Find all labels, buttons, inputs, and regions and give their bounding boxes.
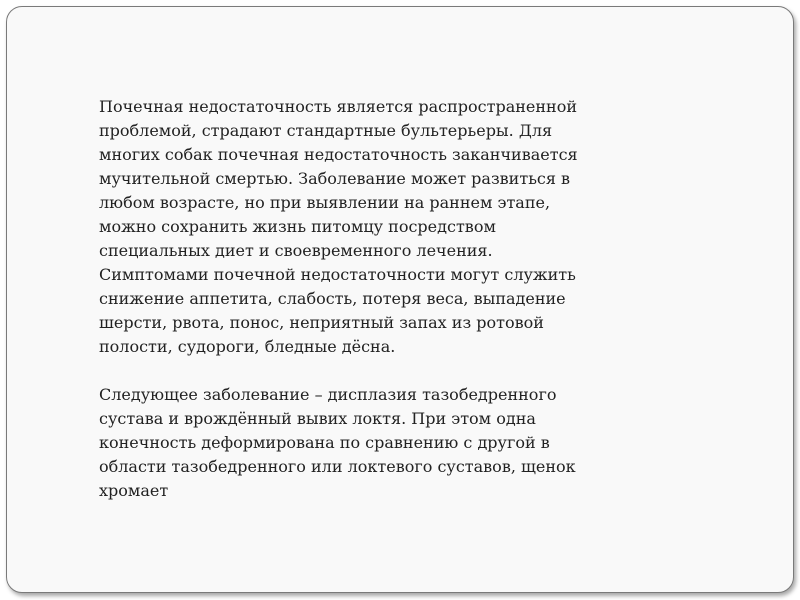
- slide-text-block: [99, 95, 599, 503]
- paragraph-dysplasia: Следующее заболевание – дисплазия тазобедренного сустава и врождённый вывих локтя. При этом одна конечность деформирована по сравнению с другой в области тазобедренного или локтевого суставов, щенок хромает: [99, 385, 576, 500]
- paragraph-kidney-failure: Почечная недостаточность является распространенной проблемой, страдают стандартные бультерьеры. Для многих собак почечная недостаточность заканчивается мучительной смертью. Заболевание может развиться в любом возрасте, но при выявлении на раннем этапе, можно сохранить жизнь питомцу посредством специальных диет и своевременного лечения. Симптомами почечной недостаточности могут служить снижение аппетита, слабость, потеря веса, выпадение шерсти, рвота, понос, неприятный запах из ротовой полости, судороги, бледные дёсна.: [99, 97, 578, 356]
- slide-frame: [6, 6, 794, 593]
